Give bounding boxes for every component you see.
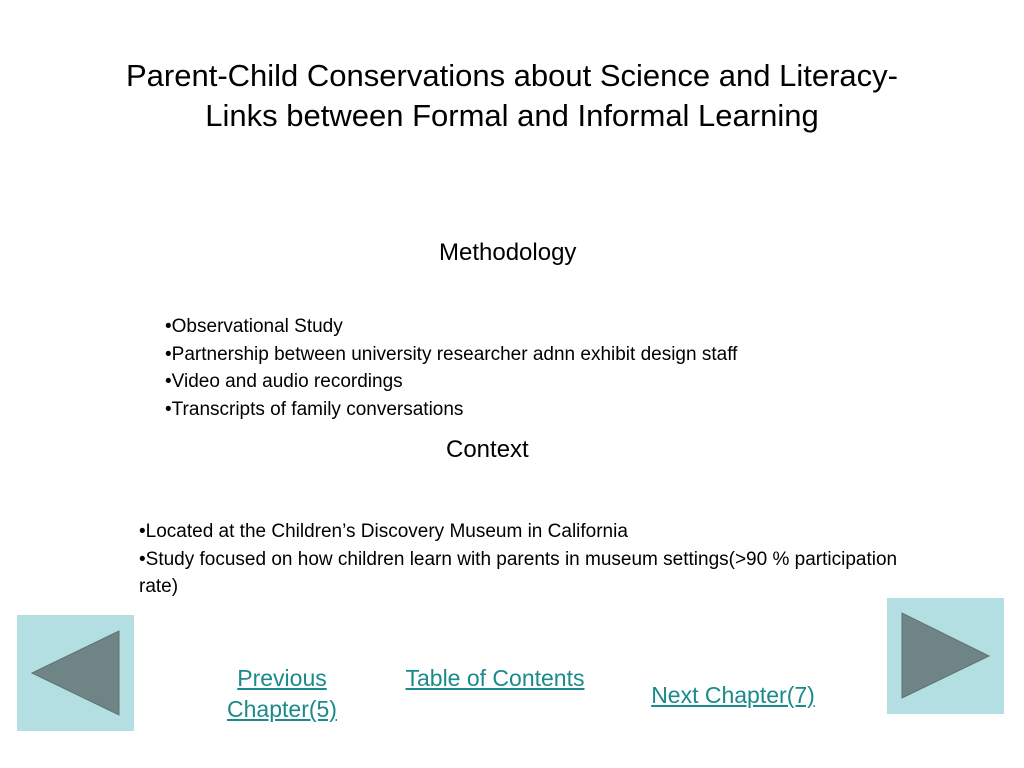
previous-chapter-link[interactable] [212,663,352,725]
list-item: •Video and audio recordings [165,371,403,392]
left-arrow-icon [17,615,134,731]
slide-title-line-1: Parent-Child Conservations about Science and Literacy- [126,58,898,93]
previous-chapter-button[interactable] [17,615,134,731]
methodology-list [165,313,737,423]
slide-title [40,56,984,136]
list-item: •Transcripts of family conversations [165,398,464,420]
context-list [139,518,909,601]
list-item: •Located at the Children’s Discovery Museum in California [139,521,628,542]
previous-chapter-link-line-2: Chapter(5) [227,696,337,722]
next-chapter-link[interactable]: Next Chapter(7) [651,682,815,708]
list-item: •Study focused on how children learn with parents in museum settings(>90 % participation rate) [139,548,898,597]
right-arrow-icon [887,598,1004,714]
list-item: •Observational Study [165,316,343,337]
methodology-heading: Methodology [439,239,577,266]
next-chapter-button[interactable] [887,598,1004,714]
context-heading: Context [446,436,529,463]
slide-title-line-2: Links between Formal and Informal Learning [205,98,819,133]
list-item: •Partnership between university researcher adnn exhibit design staff [165,343,738,365]
previous-chapter-link-line-1: Previous [237,665,327,691]
table-of-contents-link[interactable]: Table of Contents [405,665,585,691]
